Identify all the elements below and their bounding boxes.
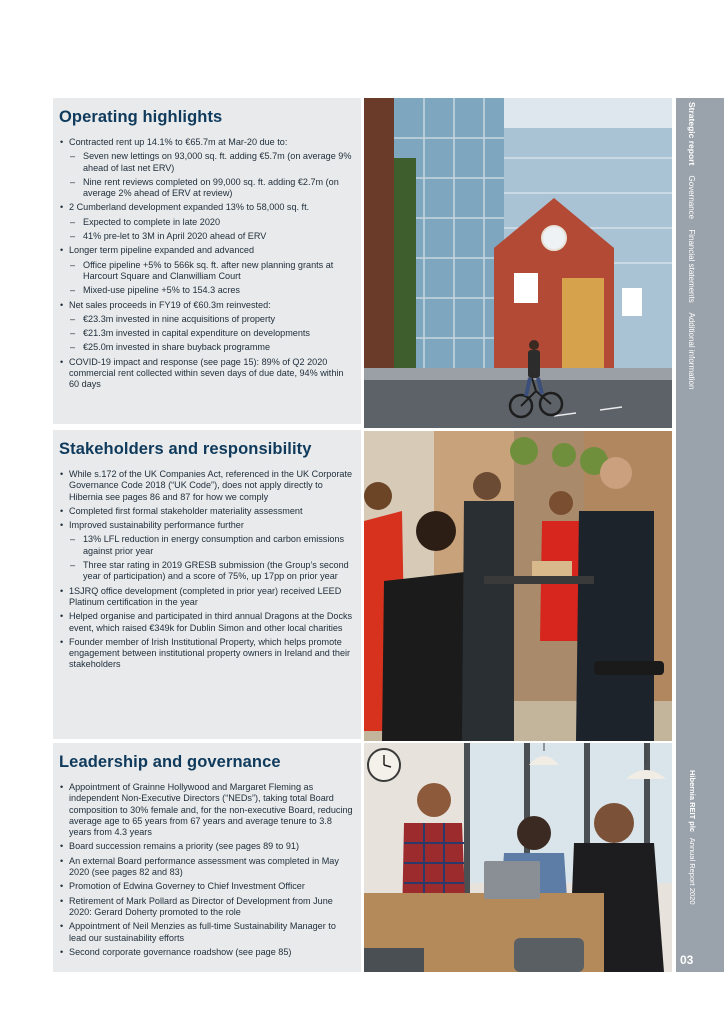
sub-bullet-item: – €25.0m invested in share buyback programme (59, 342, 353, 353)
sub-bullet-item: – Expected to complete in late 2020 (59, 217, 353, 228)
bullet-item: • Second corporate governance roadshow (see page 85) (59, 947, 353, 958)
publisher-name: Hibernia REIT plc (688, 770, 697, 833)
sub-bullet-item: – Mixed-use pipeline +5% to 154.3 acres (59, 285, 353, 296)
section-title-leadership: Leadership and governance (59, 753, 281, 771)
sub-bullet-item: – Three star rating in 2019 GRESB submission (the Group’s second year of participation) and a score of 75%, up 17pp on prior year (59, 560, 353, 583)
stakeholders-list (59, 469, 353, 671)
page-number: 03 (680, 953, 694, 967)
bullet-item: • Appointment of Neil Menzies as full-time Sustainability Manager to lead our sustainability efforts (59, 921, 353, 944)
bullet-item: • Appointment of Grainne Hollywood and Margaret Fleming as independent Non-Executive Directors (“NEDs”), taking total Board composition to 30% female and, for the non-executive Board, reducing average age to 65 years from 67 years and average tenure to 3.8 years from 4.3 years (59, 782, 353, 838)
nav-financial-statements[interactable]: Financial statements (687, 229, 696, 303)
section-title-operating-highlights: Operating highlights (59, 108, 223, 126)
sub-bullet-item: – Office pipeline +5% to 566k sq. ft. after new planning grants at Harcourt Square and Clanwilliam Court (59, 260, 353, 283)
sub-bullet-item: – €21.3m invested in capital expenditure on developments (59, 328, 353, 339)
bullet-item: • Longer term pipeline expanded and advanced (59, 245, 353, 256)
bullet-item: • Contracted rent up 14.1% to €65.7m at Mar-20 due to: (59, 137, 353, 148)
operating-highlights-panel (53, 98, 361, 424)
bullet-item: • An external Board performance assessment was completed in May 2020 (see pages 82 and 83) (59, 856, 353, 879)
bullet-item: • COVID-19 impact and response (see page 15): 89% of Q2 2020 commercial rent collected within seven days of due date, 94% within 60 days (59, 357, 353, 391)
operating-highlights-list (59, 137, 353, 391)
nav-additional-information[interactable]: Additional information (687, 312, 696, 390)
nav-strategic-report[interactable]: Strategic report (687, 102, 697, 166)
bullet-item: • 1SJRQ office development (completed in prior year) received LEED Platinum certification in the year (59, 586, 353, 609)
bullet-item: • Promotion of Edwina Governey to Chief Investment Officer (59, 881, 353, 892)
leadership-panel (53, 743, 361, 972)
leadership-list (59, 782, 353, 958)
bullet-item: • Improved sustainability performance further (59, 520, 353, 531)
event-photo (364, 431, 672, 741)
sub-bullet-item: – 13% LFL reduction in energy consumption and carbon emissions against prior year (59, 534, 353, 557)
report-name: Annual Report 2020 (688, 837, 697, 905)
bullet-item: • Board succession remains a priority (see pages 89 to 91) (59, 841, 353, 852)
bullet-item: • Retirement of Mark Pollard as Director of Development from June 2020: Gerard Doherty promoted to the role (59, 896, 353, 919)
meeting-photo (364, 743, 672, 972)
bullet-item: • Net sales proceeds in FY19 of €60.3m reinvested: (59, 300, 353, 311)
bullet-item: • While s.172 of the UK Companies Act, referenced in the UK Corporate Governance Code 2018 (“UK Code”), does not apply directly to Hibernia see pages 86 and 87 for how we comply (59, 469, 353, 503)
sub-bullet-item: – Nine rent reviews completed on 99,000 sq. ft. adding €2.7m (on average 2% ahead of ERV at review) (59, 177, 353, 200)
section-title-stakeholders: Stakeholders and responsibility (59, 440, 312, 458)
bullet-item: • Helped organise and participated in third annual Dragons at the Docks event, which raised €349k for Dublin Simon and other local charities (59, 611, 353, 634)
building-photo (364, 98, 672, 428)
stakeholders-panel (53, 430, 361, 739)
nav-governance[interactable]: Governance (687, 175, 696, 220)
section-nav (678, 102, 700, 782)
bullet-item: • 2 Cumberland development expanded 13% to 58,000 sq. ft. (59, 202, 353, 213)
sub-bullet-item: – Seven new lettings on 93,000 sq. ft. adding €5.7m (on average 9% ahead of last net ERV) (59, 151, 353, 174)
bullet-item: • Completed first formal stakeholder materiality assessment (59, 506, 353, 517)
sub-bullet-item: – 41% pre-let to 3M in April 2020 ahead of ERV (59, 231, 353, 242)
sub-bullet-item: – €23.3m invested in nine acquisitions of property (59, 314, 353, 325)
report-label (678, 770, 700, 950)
bullet-item: • Founder member of Irish Institutional Property, which helps promote engagement between institutional property owners in Ireland and their stakeholders (59, 637, 353, 671)
